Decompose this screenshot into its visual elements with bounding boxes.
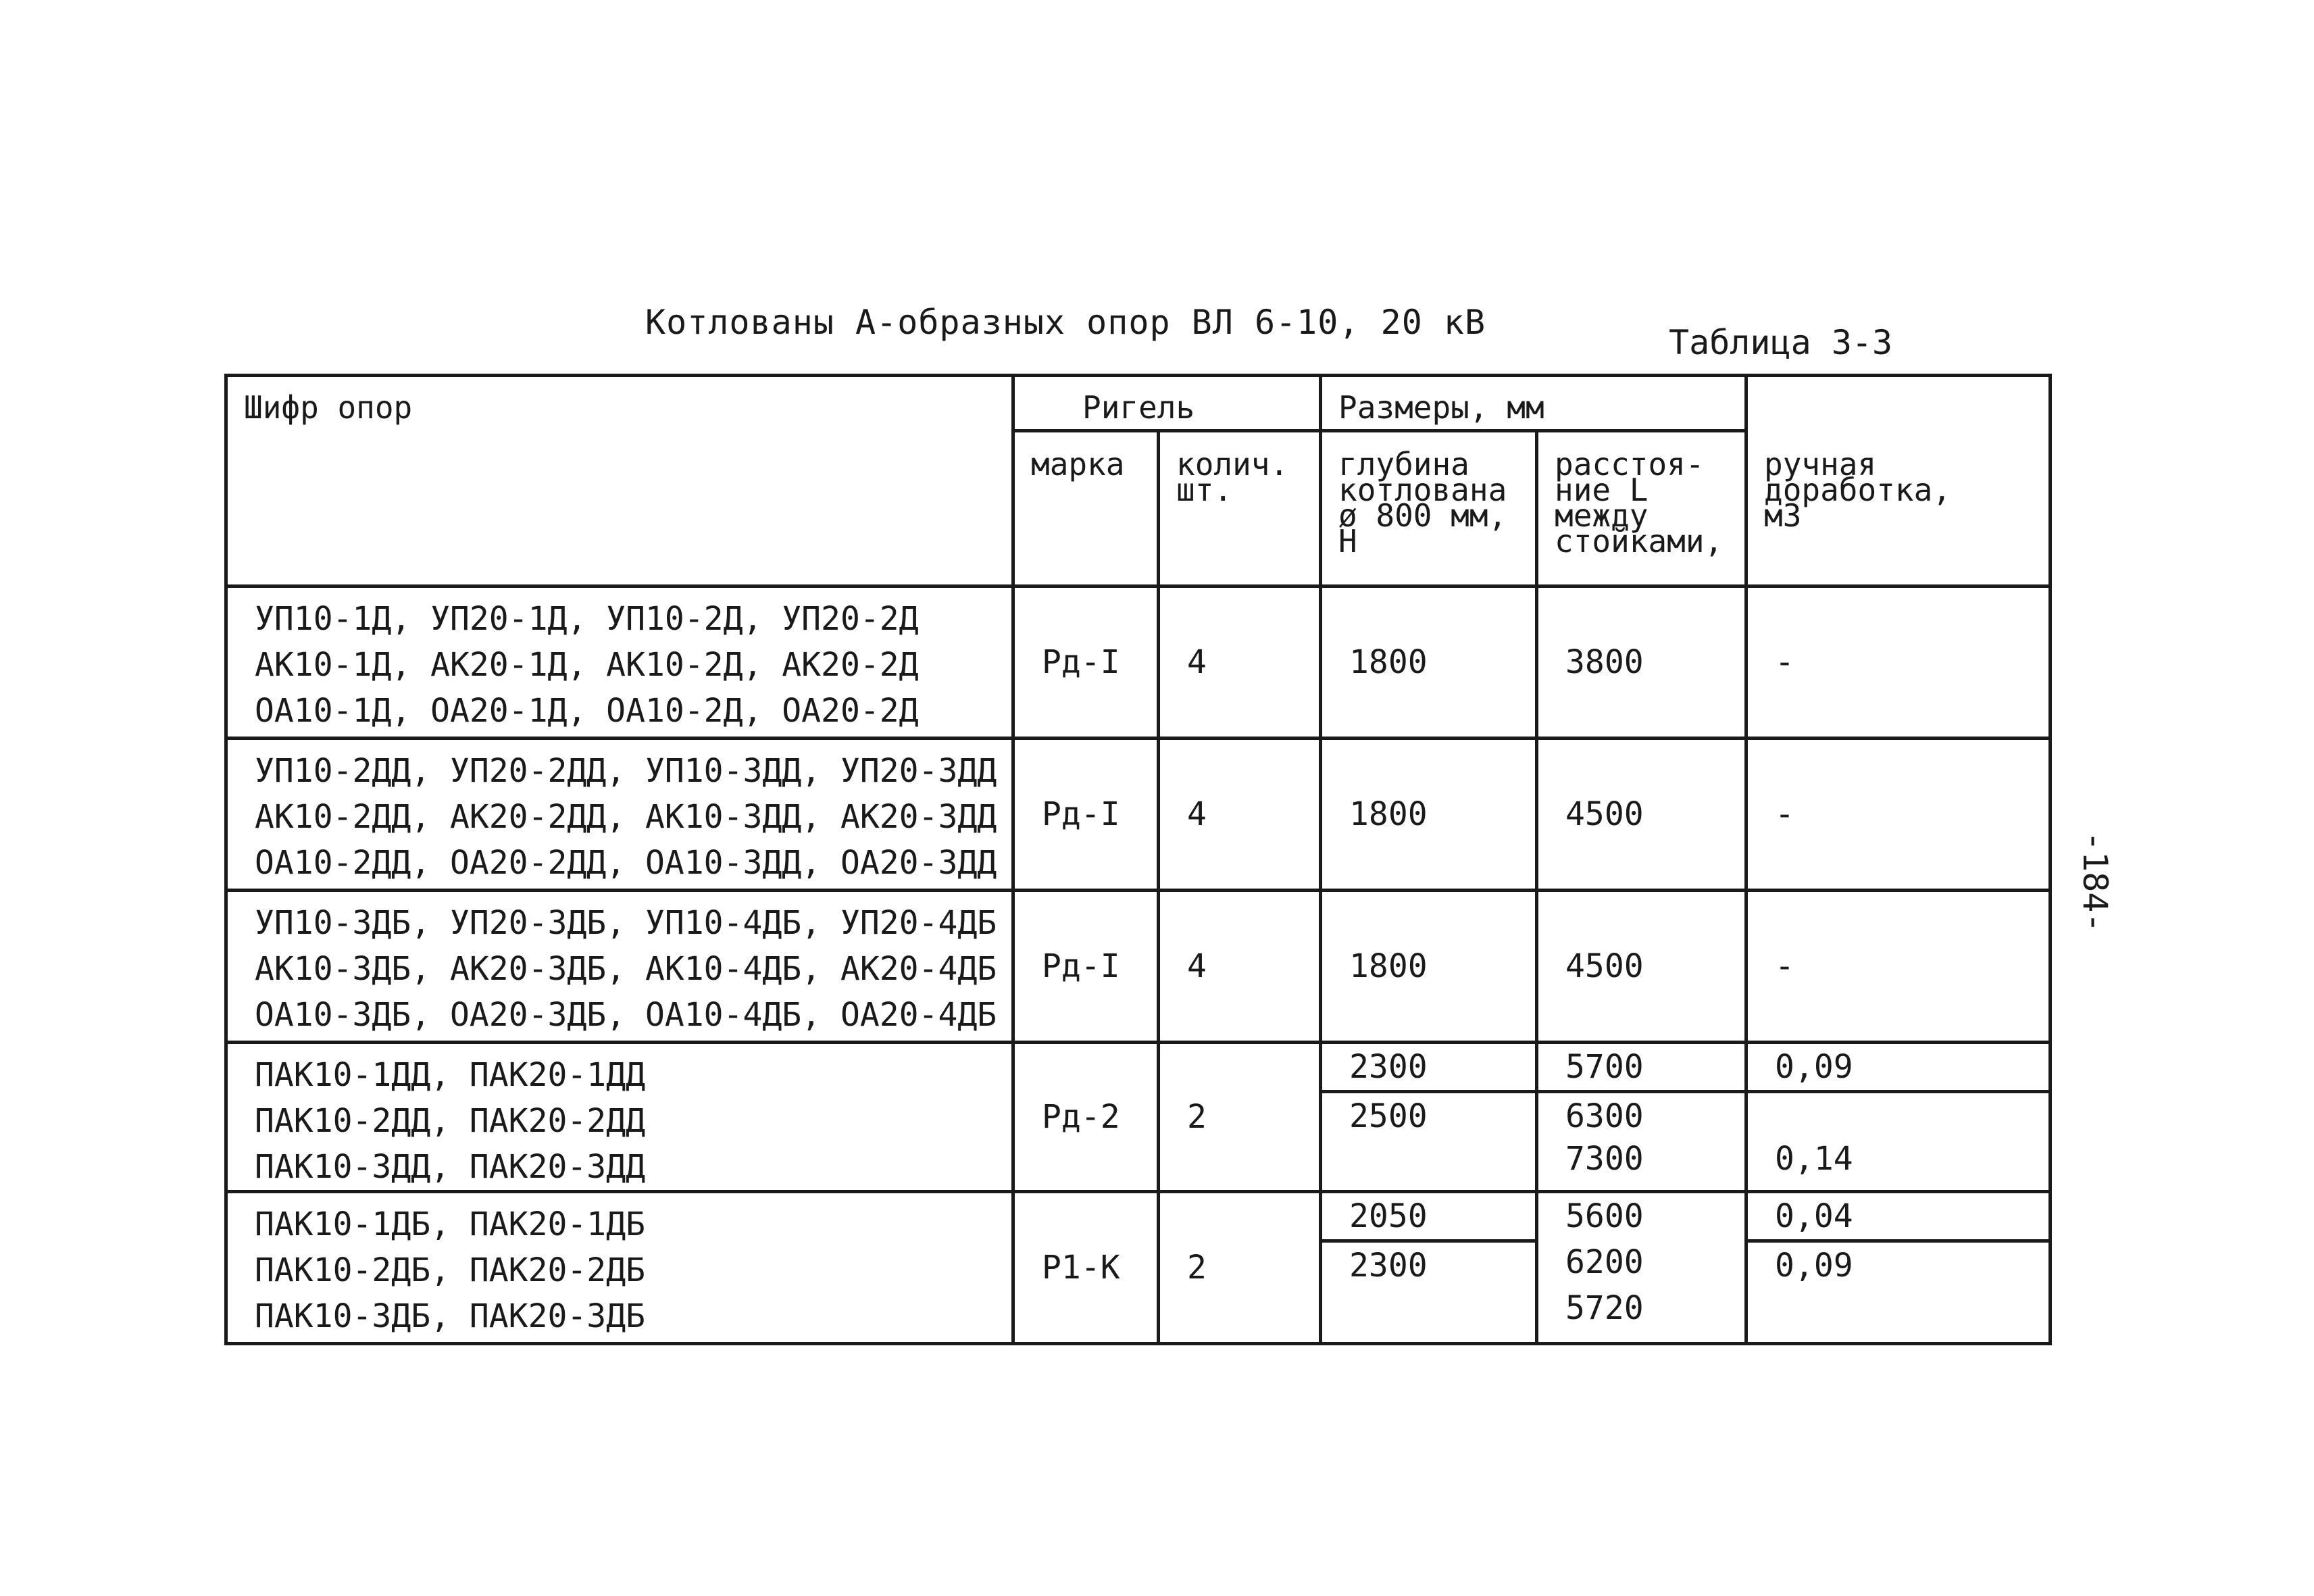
ruchn-cell: - [1746, 891, 2051, 1043]
header-glubina: глубина котлована ø 800 мм, Н [1321, 431, 1537, 587]
marka-cell: Рд-2 [1013, 1043, 1159, 1192]
marka-cell: Рд-I [1013, 891, 1159, 1043]
ruchn-cell: - [1746, 739, 2051, 891]
marka-cell: Рд-I [1013, 739, 1159, 891]
kolich-cell: 4 [1159, 891, 1321, 1043]
kolich-cell: 2 [1159, 1192, 1321, 1344]
support-codes: ПАК10-1ДД, ПАК20-1ДД ПАК10-2ДД, ПАК20-2ДД ПАК10-3ДД, ПАК20-3ДД [226, 1043, 1013, 1192]
marka-cell: Р1-К [1013, 1192, 1159, 1344]
header-rasstoyanie: расстоя- ние L между стойками, [1537, 431, 1746, 587]
marka-cell: Рд-I [1013, 587, 1159, 739]
rasst-cell: 4500 [1537, 739, 1746, 891]
kolich-cell: 4 [1159, 587, 1321, 739]
ruchn-cell: 0,09 0,14 [1746, 1043, 2051, 1192]
table-row [226, 891, 2051, 1043]
rasst-cell: 4500 [1537, 891, 1746, 1043]
rasst-cell: 3800 [1537, 587, 1746, 739]
header-razmery: Размеры, мм [1321, 376, 1746, 431]
table-label: Таблица 3-3 [1669, 323, 1893, 362]
kolich-cell: 4 [1159, 739, 1321, 891]
table-row [226, 1043, 2051, 1192]
glubina-cell: 1800 [1321, 891, 1537, 1043]
table-row [226, 1192, 2051, 1344]
ruchn-cell: - [1746, 587, 2051, 739]
support-codes: ПАК10-1ДБ, ПАК20-1ДБ ПАК10-2ДБ, ПАК20-2ДБ ПАК10-3ДБ, ПАК20-3ДБ [226, 1192, 1013, 1344]
header-shifr: Шифр опор [226, 376, 1013, 587]
kolich-cell: 2 [1159, 1043, 1321, 1192]
rasst-cell: 5600 6200 5720 [1537, 1192, 1746, 1344]
glubina-cell: 1800 [1321, 587, 1537, 739]
excavation-table [224, 374, 2052, 1345]
glubina-cell: 1800 [1321, 739, 1537, 891]
table-row [226, 739, 2051, 891]
table-row [226, 587, 2051, 739]
glubina-cell: 2050 2300 [1321, 1192, 1537, 1344]
header-ruchnaya: ручная доработка, м3 [1746, 376, 2051, 587]
support-codes: УП10-3ДБ, УП20-3ДБ, УП10-4ДБ, УП20-4ДБ АК10-3ДБ, АК20-3ДБ, АК10-4ДБ, АК20-4ДБ ОА10-3ДБ, ОА20-3ДБ, ОА10-4ДБ, ОА20-4ДБ [226, 891, 1013, 1043]
header-marka: марка [1013, 431, 1159, 587]
ruchn-cell: 0,04 0,09 [1746, 1192, 2051, 1344]
rasst-cell: 5700 6300 7300 [1537, 1043, 1746, 1192]
header-rigel: Ригель [1013, 376, 1321, 431]
table-title: Котлованы А-образных опор ВЛ 6-10, 20 кВ [645, 303, 1486, 342]
support-codes: УП10-1Д, УП20-1Д, УП10-2Д, УП20-2Д АК10-1Д, АК20-1Д, АК10-2Д, АК20-2Д ОА10-1Д, ОА20-1Д, ОА10-2Д, ОА20-2Д [226, 587, 1013, 739]
support-codes: УП10-2ДД, УП20-2ДД, УП10-3ДД, УП20-3ДД АК10-2ДД, АК20-2ДД, АК10-3ДД, АК20-3ДД ОА10-2ДД, ОА20-2ДД, ОА10-3ДД, ОА20-3ДД [226, 739, 1013, 891]
glubina-cell: 2300 2500 [1321, 1043, 1537, 1192]
page-number: -184- [2076, 831, 2115, 933]
header-kolich: колич. шт. [1159, 431, 1321, 587]
